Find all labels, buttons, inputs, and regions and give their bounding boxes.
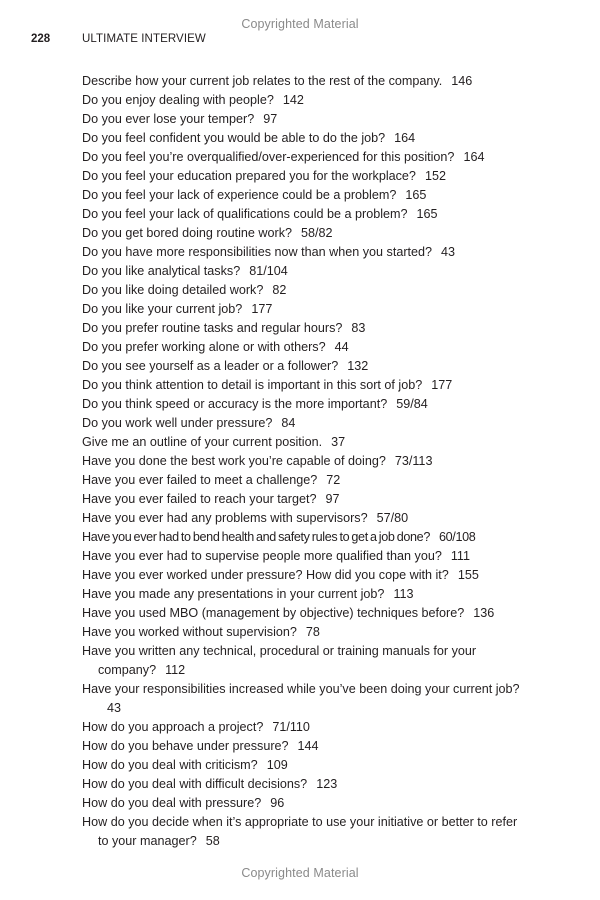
entry-page-ref: 113 [393, 587, 414, 601]
entry-question: Do you feel your lack of qualifications could be a problem? [82, 207, 408, 221]
entry-question: Have you done the best work you’re capable of doing? [82, 454, 386, 468]
entry-page-ref: 59/84 [396, 397, 428, 411]
index-entry [82, 395, 528, 414]
entry-page-ref: 97 [263, 112, 278, 126]
entry-question: Do you prefer routine tasks and regular hours? [82, 321, 343, 335]
entry-page-ref: 43 [441, 245, 456, 259]
entry-question: Have you used MBO (management by objective) techniques before? [82, 606, 465, 620]
entry-page-ref: 37 [331, 435, 346, 449]
index-entry [82, 547, 528, 566]
entry-question: Have you ever worked under pressure? How did you cope with it? [82, 568, 449, 582]
entry-page-ref: 177 [431, 378, 453, 392]
entry-question: How do you deal with criticism? [82, 758, 258, 772]
entry-question: Give me an outline of your current position. [82, 435, 323, 449]
entry-page-ref: 132 [347, 359, 369, 373]
index-entry [82, 813, 528, 851]
entry-question: Have you worked without supervision? [82, 625, 297, 639]
entry-question: How do you deal with difficult decisions? [82, 777, 308, 791]
entry-question: Have you ever had to bend health and safety rules to get a job done? [82, 530, 430, 544]
page-number: 228 [31, 33, 51, 45]
entry-question: Do you feel your lack of experience could be a problem? [82, 188, 397, 202]
entry-question: Do you like doing detailed work? [82, 283, 264, 297]
index-entry [82, 528, 528, 547]
entry-question: How do you behave under pressure? [82, 739, 289, 753]
index-entry [82, 376, 528, 395]
entry-question: Do you like your current job? [82, 302, 243, 316]
index-entry [82, 338, 528, 357]
entry-question: Have you made any presentations in your current job? [82, 587, 385, 601]
index-entry [82, 737, 528, 756]
index-entry [82, 623, 528, 642]
entry-page-ref: 58 [205, 834, 220, 848]
index-entry [82, 794, 528, 813]
index-entry [82, 775, 528, 794]
entry-question: Have you written any technical, procedural or training manuals for your company? [82, 644, 477, 677]
entry-question: Do you have more responsibilities now than when you started? [82, 245, 433, 259]
entry-page-ref: 58/82 [301, 226, 333, 240]
entry-question: Describe how your current job relates to the rest of the company. [82, 74, 443, 88]
entry-question: Do you feel you’re overqualified/over-experienced for this position? [82, 150, 455, 164]
entry-question: Do you get bored doing routine work? [82, 226, 293, 240]
entry-page-ref: 136 [473, 606, 495, 620]
index-entry [82, 91, 528, 110]
copyright-watermark-bottom: Copyrighted Material [241, 866, 359, 880]
index-entry-list [82, 72, 528, 851]
index-entry [82, 72, 528, 91]
index-entry [82, 490, 528, 509]
index-entry [82, 756, 528, 775]
entry-page-ref: 144 [297, 739, 319, 753]
index-entry [82, 433, 528, 452]
entry-question: Do you like analytical tasks? [82, 264, 241, 278]
entry-page-ref: 78 [305, 625, 320, 639]
entry-page-ref: 82 [272, 283, 287, 297]
index-entry [82, 281, 528, 300]
index-entry [82, 224, 528, 243]
entry-question: Do you think attention to detail is important in this sort of job? [82, 378, 423, 392]
entry-page-ref: 155 [457, 568, 479, 582]
entry-question: Do you see yourself as a leader or a follower? [82, 359, 339, 373]
entry-page-ref: 165 [416, 207, 438, 221]
index-entry [82, 319, 528, 338]
entry-page-ref: 146 [451, 74, 473, 88]
entry-question: Do you feel your education prepared you for the workplace? [82, 169, 416, 183]
index-entry [82, 110, 528, 129]
index-entry [82, 566, 528, 585]
entry-question: Do you ever lose your temper? [82, 112, 255, 126]
index-entry [82, 718, 528, 737]
entry-page-ref: 57/80 [376, 511, 409, 525]
index-entry [82, 509, 528, 528]
entry-question: Do you feel confident you would be able to do the job? [82, 131, 386, 145]
index-entry [82, 186, 528, 205]
index-entry [82, 357, 528, 376]
index-entry [82, 205, 528, 224]
index-entry [82, 585, 528, 604]
entry-page-ref: 109 [266, 758, 288, 772]
index-entry [82, 642, 528, 680]
index-entry [82, 129, 528, 148]
entry-page-ref: 177 [251, 302, 273, 316]
index-entry [82, 604, 528, 623]
index-entry [82, 414, 528, 433]
entry-page-ref: 72 [326, 473, 341, 487]
running-title: ULTIMATE INTERVIEW [82, 33, 206, 45]
running-head [31, 32, 580, 46]
index-entry [82, 471, 528, 490]
entry-question: Do you work well under pressure? [82, 416, 273, 430]
index-entry [82, 262, 528, 281]
entry-question: How do you approach a project? [82, 720, 264, 734]
entry-page-ref: 142 [282, 93, 304, 107]
entry-page-ref: 165 [405, 188, 427, 202]
entry-question: How do you deal with pressure? [82, 796, 262, 810]
entry-page-ref: 73/113 [394, 454, 433, 468]
entry-page-ref: 83 [351, 321, 366, 335]
entry-question: Have you ever failed to reach your target? [82, 492, 317, 506]
entry-page-ref: 44 [334, 340, 349, 354]
entry-page-ref: 43 [107, 701, 122, 715]
entry-page-ref: 123 [316, 777, 338, 791]
entry-page-ref: 112 [165, 663, 186, 677]
entry-question: How do you decide when it’s appropriate to use your initiative or better to refer to your manager? [82, 815, 518, 848]
entry-page-ref: 81/104 [249, 264, 288, 278]
entry-page-ref: 71/110 [272, 720, 310, 734]
index-entry [82, 452, 528, 471]
entry-question: Do you enjoy dealing with people? [82, 93, 274, 107]
entry-page-ref: 60/108 [438, 530, 476, 544]
index-entry [82, 680, 528, 718]
index-entry [82, 167, 528, 186]
entry-page-ref: 111 [450, 549, 471, 563]
entry-question: Have your responsibilities increased while you’ve been doing your current job? [82, 682, 520, 696]
entry-question: Do you prefer working alone or with others? [82, 340, 326, 354]
index-entry [82, 148, 528, 167]
index-entry [82, 243, 528, 262]
entry-page-ref: 96 [270, 796, 285, 810]
entry-question: Have you ever had any problems with supervisors? [82, 511, 368, 525]
entry-page-ref: 152 [424, 169, 446, 183]
entry-question: Have you ever failed to meet a challenge? [82, 473, 318, 487]
entry-page-ref: 84 [281, 416, 296, 430]
entry-question: Do you think speed or accuracy is the more important? [82, 397, 388, 411]
entry-page-ref: 97 [325, 492, 340, 506]
entry-question: Have you ever had to supervise people more qualified than you? [82, 549, 442, 563]
entry-page-ref: 164 [394, 131, 416, 145]
entry-page-ref: 164 [463, 150, 485, 164]
copyright-watermark-top: Copyrighted Material [241, 17, 359, 31]
index-entry [82, 300, 528, 319]
